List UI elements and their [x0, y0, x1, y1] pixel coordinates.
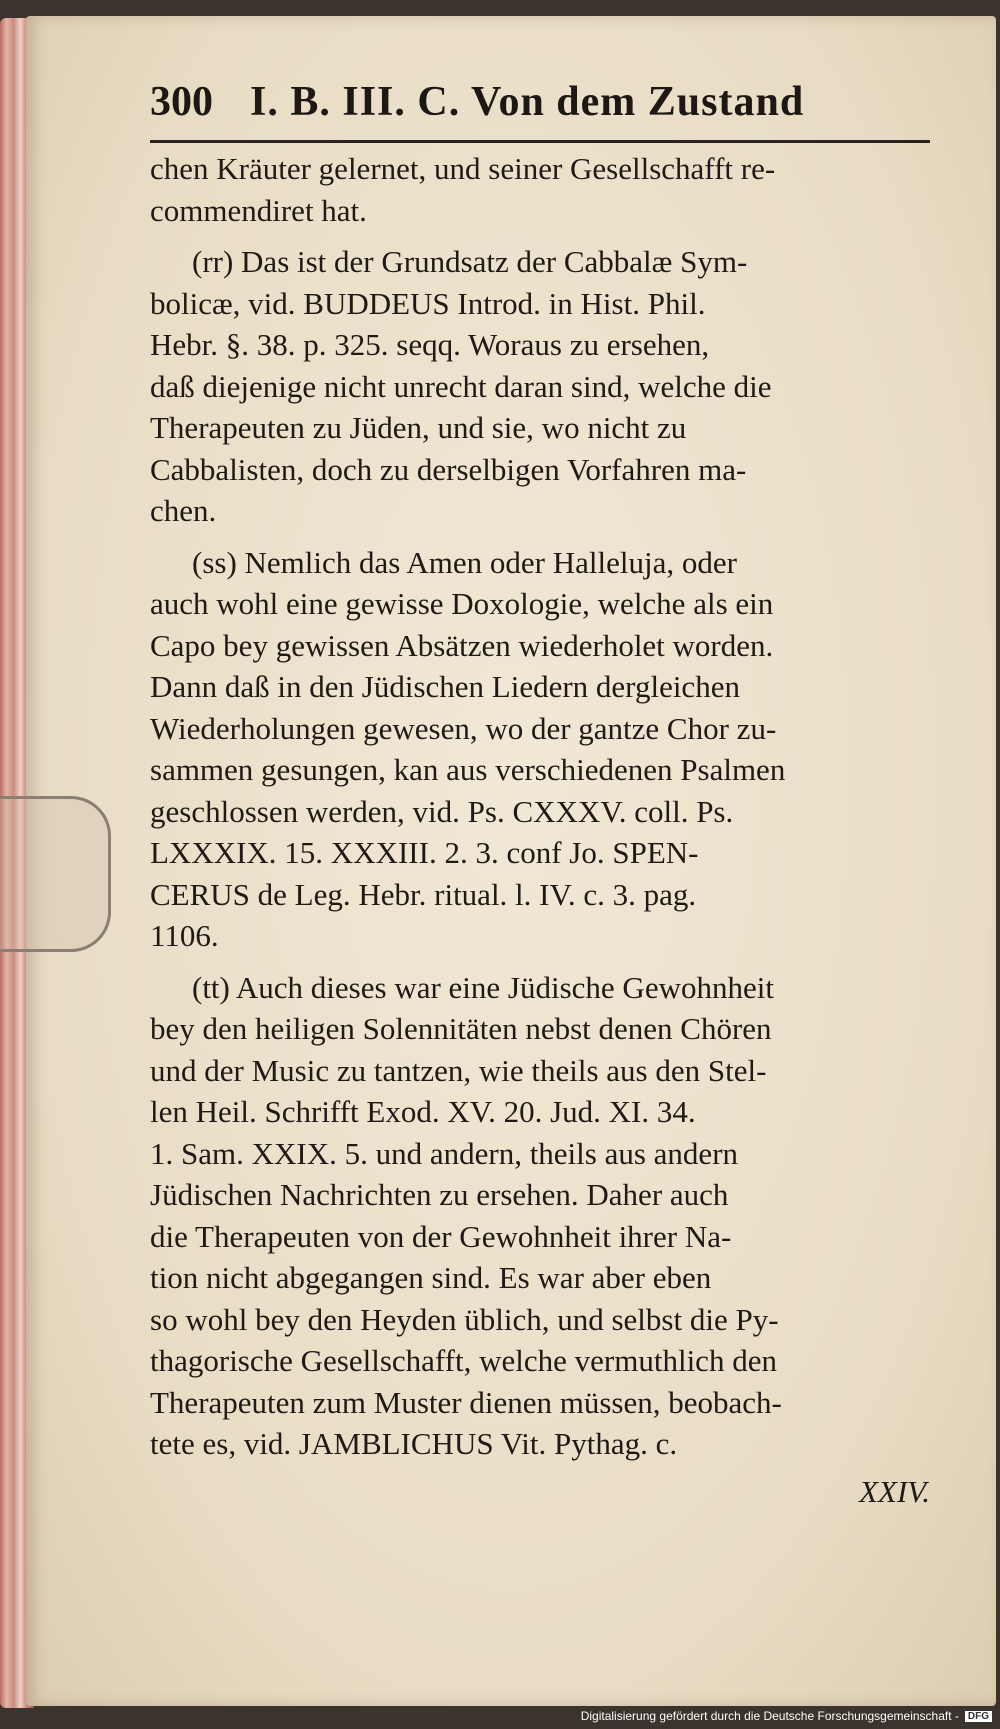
- dfg-logo: DFG: [965, 1711, 992, 1722]
- text-line: LXXXIX. 15. XXXIII. 2. 3. conf Jo. SPEN-: [150, 835, 699, 870]
- digitization-credit: [581, 1707, 992, 1725]
- text-line: thagorische Gesellschafft, welche vermuthlich den: [150, 1343, 777, 1378]
- text-line: geschlossen werden, vid. Ps. CXXXV. coll. Ps.: [150, 793, 734, 829]
- footnote-tt: [150, 967, 940, 1465]
- text-line: die Therapeuten von der Gewohnheit ihrer Na-: [150, 1218, 732, 1254]
- text-line: Capo bey gewissen Absätzen wiederholet worden.: [150, 627, 774, 663]
- credit-text: Digitalisierung gefördert durch die Deutsche Forschungsgemeinschaft -: [580, 1709, 959, 1723]
- text-line: Dann daß in den Jüdischen Liedern dergleichen: [150, 669, 740, 704]
- text-line: (rr) Das ist der Grundsatz der Cabbalæ Sym-: [192, 244, 748, 279]
- text-line: commendiret hat.: [150, 192, 367, 228]
- bookmark-ribbon: [0, 796, 111, 952]
- text-line: Hebr. §. 38. p. 325. seqq. Woraus zu ersehen,: [150, 327, 710, 362]
- text-line: chen.: [150, 493, 217, 528]
- text-line: CERUS de Leg. Hebr. ritual. l. IV. c. 3. pag.: [150, 876, 697, 912]
- paragraph-continuation: [150, 148, 940, 231]
- page-number: 300: [150, 79, 213, 125]
- text-line: bolicæ, vid. BUDDEUS Introd. in Hist. Phil.: [150, 285, 706, 321]
- header-rule: [150, 140, 930, 143]
- text-line: Therapeuten zu Jüden, und sie, wo nicht zu: [150, 410, 687, 445]
- text-line: tion nicht abgegangen sind. Es war aber eben: [150, 1260, 712, 1295]
- page-body: [150, 148, 940, 1512]
- text-line: 1106.: [150, 918, 219, 953]
- text-line: Jüdischen Nachrichten zu ersehen. Daher auch: [150, 1177, 729, 1212]
- catchword: XXIV.: [859, 1473, 930, 1509]
- text-line: chen Kräuter gelernet, und seiner Gesellschafft re-: [150, 151, 776, 186]
- footnote-ss: [150, 542, 940, 957]
- footnote-rr: [150, 241, 940, 532]
- text-line: und der Music zu tantzen, wie theils aus den Stel-: [150, 1052, 767, 1088]
- text-line: auch wohl eine gewisse Doxologie, welche als ein: [150, 586, 774, 621]
- text-line: bey den heiligen Solennitäten nebst denen Chören: [150, 1011, 772, 1046]
- text-line: sammen gesungen, kan aus verschiedenen Psalmen: [150, 752, 786, 787]
- page-header: [150, 78, 940, 134]
- text-line: (ss) Nemlich das Amen oder Halleluja, oder: [192, 544, 737, 580]
- text-line: daß diejenige nicht unrecht daran sind, welche die: [150, 368, 772, 404]
- text-line: Therapeuten zum Muster dienen müssen, beobach-: [150, 1384, 782, 1420]
- text-line: so wohl bey den Heyden üblich, und selbst die Py-: [150, 1301, 779, 1337]
- text-line: Wiederholungen gewesen, wo der gantze Chor zu-: [150, 710, 777, 746]
- text-line: (tt) Auch dieses war eine Jüdische Gewohnheit: [192, 969, 774, 1005]
- text-line: Cabbalisten, doch zu derselbigen Vorfahren ma-: [150, 451, 747, 487]
- text-line: 1. Sam. XXIX. 5. und andern, theils aus andern: [150, 1135, 739, 1171]
- text-line: tete es, vid. JAMBLICHUS Vit. Pythag. c.: [150, 1426, 678, 1461]
- running-title: I. B. III. C. Von dem Zustand: [250, 79, 805, 125]
- text-line: len Heil. Schrifft Exod. XV. 20. Jud. XI. 34.: [150, 1094, 696, 1129]
